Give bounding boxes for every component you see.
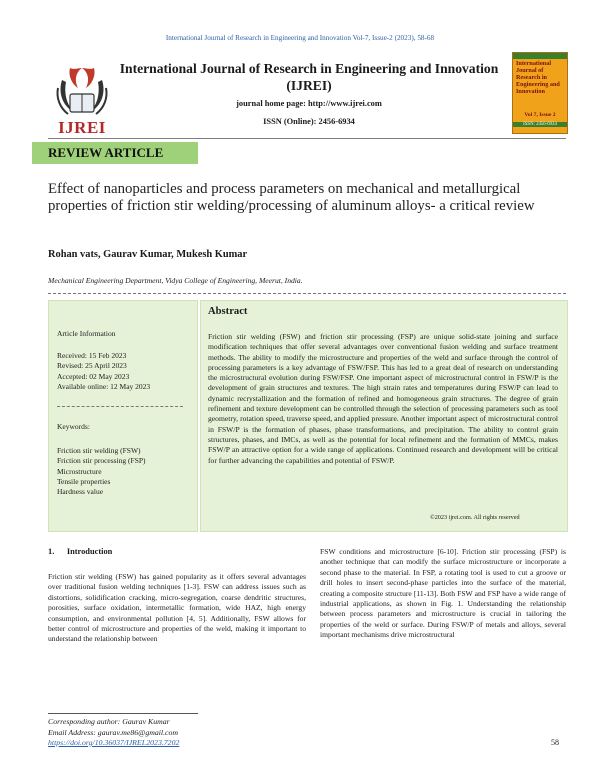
title-divider [48, 293, 566, 294]
authors: Rohan vats, Gaurav Kumar, Mukesh Kumar [48, 249, 248, 260]
journal-title-line2: (IJREI) [286, 78, 332, 93]
keyword-item: Tensile properties [57, 476, 111, 486]
revised-date: Revised: 25 April 2023 [57, 361, 127, 371]
journal-title-line1: International Journal of Research in Engineering and Innovation [119, 61, 499, 76]
journal-issn: ISSN (Online): 2456-6934 [263, 117, 355, 126]
section-heading: 1. Introduction [48, 547, 113, 556]
article-type: REVIEW ARTICLE [48, 145, 164, 160]
journal-cover [512, 52, 568, 134]
keyword-item: Friction stir welding (FSW) [57, 446, 141, 455]
keywords-heading: Keywords: [57, 422, 90, 431]
page-number: 58 [551, 738, 559, 747]
journal-homepage[interactable]: journal home page: http://www.ijrei.com [236, 99, 382, 108]
keywords-list [57, 446, 146, 497]
footnote-rule [48, 713, 198, 714]
cover-volume: Vol 7, Issue 2 [524, 112, 556, 118]
affiliation: Mechanical Engineering Department, Vidya College of Engineering, Meerut, India. [48, 276, 303, 285]
received-date: Received: 15 Feb 2023 [57, 351, 127, 360]
email-address: Email Address: gaurav.me86@gmail.com [48, 727, 179, 737]
header-divider [48, 138, 566, 139]
article-dates [57, 351, 150, 392]
cover-bar [513, 53, 567, 59]
footnote [48, 717, 179, 749]
journal-citation: International Journal of Research in Engineering and Innovation Vol-7, Issue-2 (2023), 58-68 [165, 34, 435, 42]
logo-text: IJREI [58, 118, 106, 137]
online-date: Available online: 12 May 2023 [57, 381, 151, 391]
keywords-divider [57, 406, 183, 407]
cover-issn: ISSN: 2456-6934 [513, 122, 567, 127]
paper-title: Effect of nanoparticles and process parameters on mechanical and metallurgical properties of friction stir welding/processing of aluminum alloys- a critical review [48, 181, 535, 214]
abstract-text: Friction stir welding (FSW) and friction stir processing (FSP) are unique solid-state joining and surface modification techniques that offer several advantages over conventional fusion welding and surface treatment methods. The ability to modify the microstructure and properties of the weld and surface through the control of processing parameters is a key advantage of FSW/FSP. This has led to a great deal of research on understanding the microstructural evolution during FSW/FSP. One important aspect of microstructural control in FSW/P is the development of grain structures and textures. The high strain rates and temperatures during FSW/P can lead to dynamic recrystallization and the formation of refined and homogeneous grain structures. The degree of grain refinement and texture development can be controlled through the selection of processing parameters such as tool geometry, rotation speed, traverse speed, and applied pressure. Another important aspect of microstructural control in FSW/P is the formation of phases, phase transformations, and precipitation. The ability to control grain structures, phases, and IMCs, as well as the potential for local refinement and the formation of MMCs, makes FSW/P an attractive option for a wide range of applications. Continued research and development will be critical for further advancing the capabilities and potential of FSW/P. [208, 332, 558, 465]
cover-title: International Journal of Research in Engineering and Innovation [516, 60, 560, 95]
article-info-heading: Article Information [57, 329, 116, 338]
keyword-item: Microstructure [57, 466, 102, 476]
body-column-right: FSW conditions and microstructure [6-10]. Friction stir processing (FSP) is another technique that can modify the surface microstructure or incorporate a second phase to the material. In FSP, a rotating tool is used to cut a groove or drill holes to insert second-phase particles into the surface of the material, creating a composite structure [11-13]. Both FSW and FSP have a wide range of industrial applications, as shown in Fig. 1. Understanding the relationship between process parameters and microstructure is crucial in tailoring the properties of the weld or surface. During FSW/P of metals and alloys, several important mechanisms drive microstructural [320, 547, 566, 640]
doi-link[interactable]: https://doi.org/10.36037/IJREI.2023.7202 [48, 738, 180, 747]
keyword-item: Friction stir processing (FSP) [57, 456, 146, 466]
corresponding-author: Corresponding author: Gaurav Kumar [48, 717, 170, 726]
copyright: ©2023 ijrei.com. All rights reserved [430, 514, 520, 521]
body-column-left: Friction stir welding (FSW) has gained popularity as it offers several advantages over traditional fusion welding techniques [1-3]. FSW can address issues such as distortions, solidification cracking, micro-segregation, coarse dendritic structures, porosities, surface oxidation, intermetallic formation, wide HAZ, high energy consumption, and environmental pollution [4, 5]. Additionally, FSW allows for better control of microstructure and properties of the weld, making it important to understand the relationship between [48, 572, 306, 644]
accepted-date: Accepted: 02 May 2023 [57, 371, 130, 381]
abstract-heading: Abstract [208, 306, 248, 317]
journal-title [118, 60, 500, 94]
keyword-item: Hardness value [57, 487, 104, 497]
